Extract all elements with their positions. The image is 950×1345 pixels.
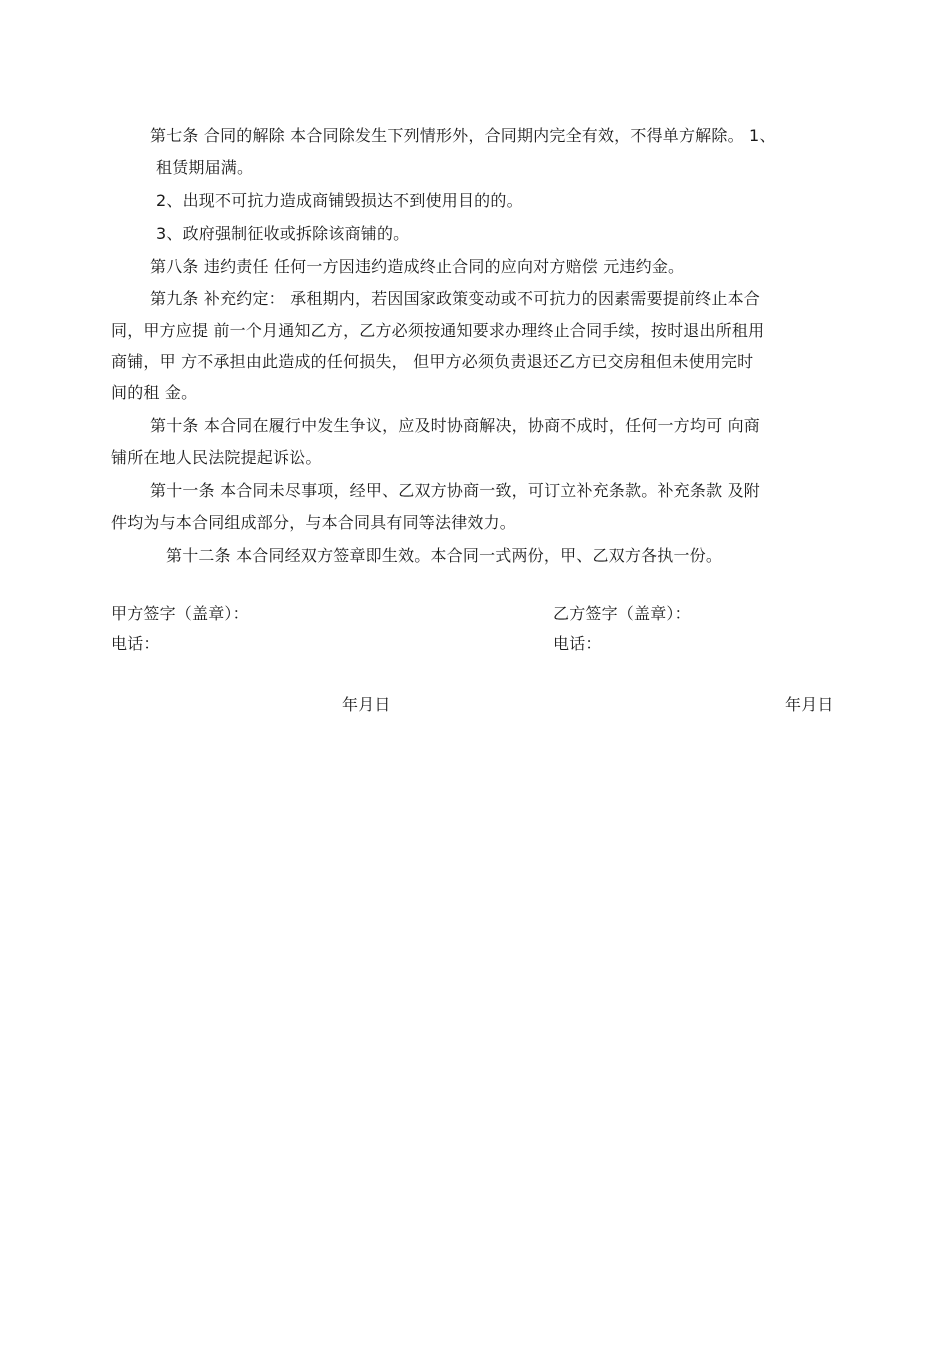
article9-line3: 商铺，甲 方不承担由此造成的任何损失， 但甲方必须负责退还乙方已交房租但未使用完时	[111, 352, 754, 371]
article8-text: 第八条 违约责任 任何一方因违约造成终止合同的应向对方赔偿 元违约金。	[150, 257, 685, 276]
party-b-date-label: 年月日	[785, 695, 834, 714]
article10-line1: 第十条 本合同在履行中发生争议，应及时协商解决，协商不成时，任何一方均可 向商	[150, 416, 760, 435]
party-a-phone-label: 电话：	[111, 634, 160, 653]
article12-text: 第十二条 本合同经双方签章即生效。本合同一式两份，甲、乙双方各执一份。	[166, 546, 723, 565]
article7-item3: 3、政府强制征收或拆除该商铺的。	[156, 224, 410, 243]
party-a-date-label: 年月日	[342, 695, 391, 714]
party-a-signature-label: 甲方签字（盖章）：	[111, 604, 249, 623]
party-b-phone-label: 电话：	[553, 634, 602, 653]
article9-line2: 同，甲方应提 前一个月通知乙方，乙方必须按通知要求办理终止合同手续，按时退出所租用	[111, 321, 765, 340]
article9-line1: 第九条 补充约定： 承租期内，若因国家政策变动或不可抗力的因素需要提前终止本合	[150, 289, 760, 308]
article10-line2: 铺所在地人民法院提起诉讼。	[111, 448, 322, 467]
party-b-signature-label: 乙方签字（盖章）：	[553, 604, 691, 623]
article7-item2: 2、出现不可抗力造成商铺毁损达不到使用目的的。	[156, 191, 523, 210]
article11-line2: 件均为与本合同组成部分，与本合同具有同等法律效力。	[111, 513, 517, 532]
article9-line4: 间的租 金。	[111, 383, 198, 402]
article7-text: 第七条 合同的解除 本合同除发生下列情形外，合同期内完全有效，不得单方解除。 1、	[150, 126, 776, 145]
article11-line1: 第十一条 本合同未尽事项，经甲、乙双方协商一致，可订立补充条款。补充条款 及附	[150, 481, 760, 500]
article7-item1-text: 租赁期届满。	[156, 158, 254, 177]
